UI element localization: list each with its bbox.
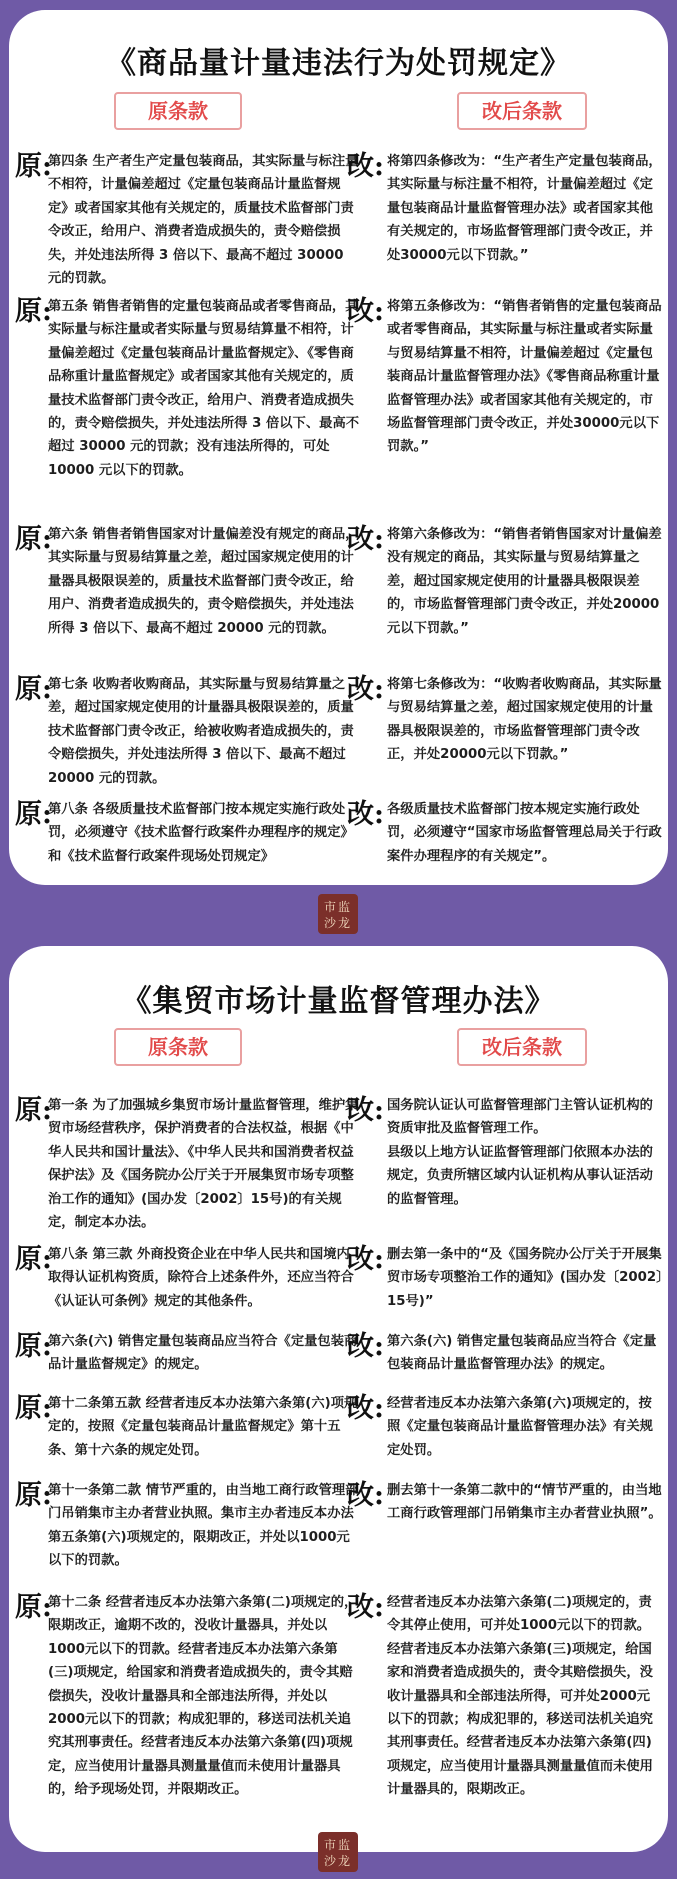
logo-badge [318, 1832, 358, 1872]
revised-text: 将第六条修改为：“销售者销售国家对计量偏差没有规定的商品，其实际量与贸易结算量之差，超过国家规定使用的计量器具极限误差的，市场监督管理部门责令改正，并处20000元以下罚款。” [387, 527, 662, 636]
revised-text: 将第四条修改为：“生产者生产定量包装商品，其实际量与标注量不相符，计量偏差超过《定量包装商品计量监督管理办法》或者国家其他有关规定的，市场监督管理部门责令改正，并处30000元以下罚款。” [387, 154, 662, 263]
original-mark: 原: [15, 1393, 52, 1424]
original-text: 第六条(六) 销售定量包装商品应当符合《定量包装商品计量监督规定》的规定。 [48, 1334, 358, 1373]
logo-line: 市监 [323, 1838, 352, 1852]
card-title: 《商品量计量违法行为处罚规定》 [106, 46, 571, 81]
revised-text: 各级质量技术监督部门按本规定实施行政处罚，必须遵守“国家市场监督管理总局关于行政案件办理程序的有关规定”。 [387, 802, 662, 864]
original-mark: 原: [15, 799, 52, 830]
original-mark: 原: [15, 1480, 52, 1511]
revised-text: 经营者违反本办法第六条第(二)项规定的，责令其停止使用，可并处1000元以下的罚款。经营者违反本办法第六条第(三)项规定，给国家和消费者造成损失的，责令其赔偿损失，没收计量器具和全部违法所得，可并处2000元以下的罚款；构成犯罪的，移送司法机关追究其刑事责任。经营者违反本办法第六条第(四)项规定，应当使用计量器具测量量值而未使用计量器具的，限期改正。 [387, 1595, 653, 1798]
revised-text: 第六条(六) 销售定量包装商品应当符合《定量包装商品计量监督管理办法》的规定。 [387, 1334, 657, 1373]
original-mark: 原: [15, 1244, 52, 1275]
original-text: 第一条 为了加强城乡集贸市场计量监督管理，维护集贸市场经营秩序，保护消费者的合法权益，根据《中华人民共和国计量法》、《中华人民共和国消费者权益保护法》及《国务院办公厅关于开展集贸市场专项整治工作的通知》(国办发〔2002〕15号)的有关规定，制定本办法。 [48, 1098, 359, 1231]
original-mark: 原: [15, 296, 52, 327]
original-mark: 原: [15, 1592, 52, 1623]
revised-text: 将第七条修改为：“收购者收购商品，其实际量与贸易结算量之差，超过国家规定使用的计量器具极限误差的，市场监督管理部门责令改正，并处20000元以下罚款。” [387, 677, 662, 763]
original-mark: 原: [15, 524, 52, 555]
original-clause-tag: 原条款 [114, 92, 242, 130]
revised-mark: 改: [347, 1592, 384, 1623]
revised-clause-tag: 改后条款 [457, 92, 587, 130]
original-text: 第五条 销售者销售的定量包装商品或者零售商品，其实际量与标注量或者实际量与贸易结算量不相符，计量偏差超过《定量包装商品计量监督规定》、《零售商品称重计量监督规定》或者国家其他有关规定的，质量技术监督部门责令改正，给用户、消费者造成损失的，责令赔偿损失，并处违法所得 3 倍以下、最高不超过 30000 元的罚款；没有违法所得的，可处 10000 元以下的罚款。 [48, 299, 360, 478]
original-mark: 原: [15, 151, 52, 182]
revised-text: 经营者违反本办法第六条第(六)项规定的，按照《定量包装商品计量监督管理办法》有关规定处罚。 [387, 1396, 653, 1458]
original-mark: 原: [15, 1095, 52, 1126]
revised-mark: 改: [347, 1331, 384, 1362]
revised-mark: 改: [347, 1480, 384, 1511]
revised-text: 国务院认证认可监督管理部门主管认证机构的资质审批及监督管理工作。 县级以上地方认证监督管理部门依照本办法的规定，负责所辖区域内认证机构从事认证活动的监督管理。 [387, 1098, 653, 1207]
original-mark: 原: [15, 1331, 52, 1362]
logo-line: 沙龙 [323, 916, 352, 930]
regulation-card-2 [9, 946, 668, 1852]
regulation-card-1 [9, 10, 668, 885]
original-mark: 原: [15, 674, 52, 705]
revised-mark: 改: [347, 1244, 384, 1275]
original-clause-tag: 原条款 [114, 1028, 242, 1066]
revised-mark: 改: [347, 1095, 384, 1126]
original-text: 第六条 销售者销售国家对计量偏差没有规定的商品，其实际量与贸易结算量之差，超过国家规定使用的计量器具极限误差的，质量技术监督部门责令改正，给用户、消费者造成损失的，责令赔偿损失，并处违法所得 3 倍以下、最高不超过 20000 元的罚款。 [48, 527, 359, 636]
logo-line: 沙龙 [323, 1854, 352, 1868]
original-text: 第四条 生产者生产定量包装商品，其实际量与标注量不相符，计量偏差超过《定量包装商品计量监督规定》或者国家其他有关规定的，质量技术监督部门责令改正，给用户、消费者造成损失的，责令赔偿损失，并处违法所得 3 倍以下、最高不超过 30000 元的罚款。 [48, 154, 359, 287]
original-text: 第七条 收购者收购商品，其实际量与贸易结算量之差，超过国家规定使用的计量器具极限误差的，质量技术监督部门责令改正，给被收购者造成损失的，责令赔偿损失，并处违法所得 3 倍以下、最高不超过 20000 元的罚款。 [48, 677, 354, 786]
revised-text: 将第五条修改为：“销售者销售的定量包装商品或者零售商品，其实际量与标注量或者实际量与贸易结算量不相符，计量偏差超过《定量包装商品计量监督管理办法》《零售商品称重计量监督管理办法》或者国家其他有关规定的，市场监督管理部门责令改正，并处30000元以下罚款。” [387, 299, 662, 455]
revised-clause-tag: 改后条款 [457, 1028, 587, 1066]
logo-line: 市监 [323, 900, 352, 914]
original-text: 第十二条 经营者违反本办法第六条第(二)项规定的，限期改正，逾期不改的，没收计量器具，并处以1000元以下的罚款。经营者违反本办法第六条第(三)项规定，给国家和消费者造成损失的，责令其赔偿损失，没收计量器具和全部违法所得，并处以2000元以下的罚款；构成犯罪的，移送司法机关追究其刑事责任。经营者违反本办法第六条第(四)项规定，应当使用计量器具测量量值而未使用计量器具的，给予现场处罚，并限期改正。 [48, 1595, 358, 1798]
revised-text: 删去第一条中的“及《国务院办公厅关于开展集贸市场专项整治工作的通知》(国办发〔2002〕15号)” [387, 1247, 663, 1309]
logo-badge [318, 894, 358, 934]
revised-mark: 改: [347, 674, 384, 705]
revised-mark: 改: [347, 524, 384, 555]
revised-mark: 改: [347, 151, 384, 182]
revised-text: 删去第十一条第二款中的“情节严重的，由当地工商行政管理部门吊销集市主办者营业执照”。 [387, 1483, 662, 1522]
revised-mark: 改: [347, 296, 384, 327]
original-text: 第八条 各级质量技术监督部门按本规定实施行政处罚，必须遵守《技术监督行政案件办理程序的规定》和《技术监督行政案件现场处罚规定》 [48, 802, 354, 864]
revised-mark: 改: [347, 1393, 384, 1424]
card-title: 《集贸市场计量监督管理办法》 [121, 984, 556, 1019]
original-text: 第十二条第五款 经营者违反本办法第六条第(六)项规定的，按照《定量包装商品计量监督规定》第十五条、第十六条的规定处罚。 [48, 1396, 358, 1458]
original-text: 第八条 第三款 外商投资企业在中华人民共和国境内取得认证机构资质，除符合上述条件外，还应当符合《认证认可条例》规定的其他条件。 [48, 1247, 354, 1309]
original-text: 第十一条第二款 情节严重的，由当地工商行政管理部门吊销集市主办者营业执照。集市主办者违反本办法第五条第(六)项规定的，限期改正，并处以1000元以下的罚款。 [48, 1483, 359, 1569]
revised-mark: 改: [347, 799, 384, 830]
